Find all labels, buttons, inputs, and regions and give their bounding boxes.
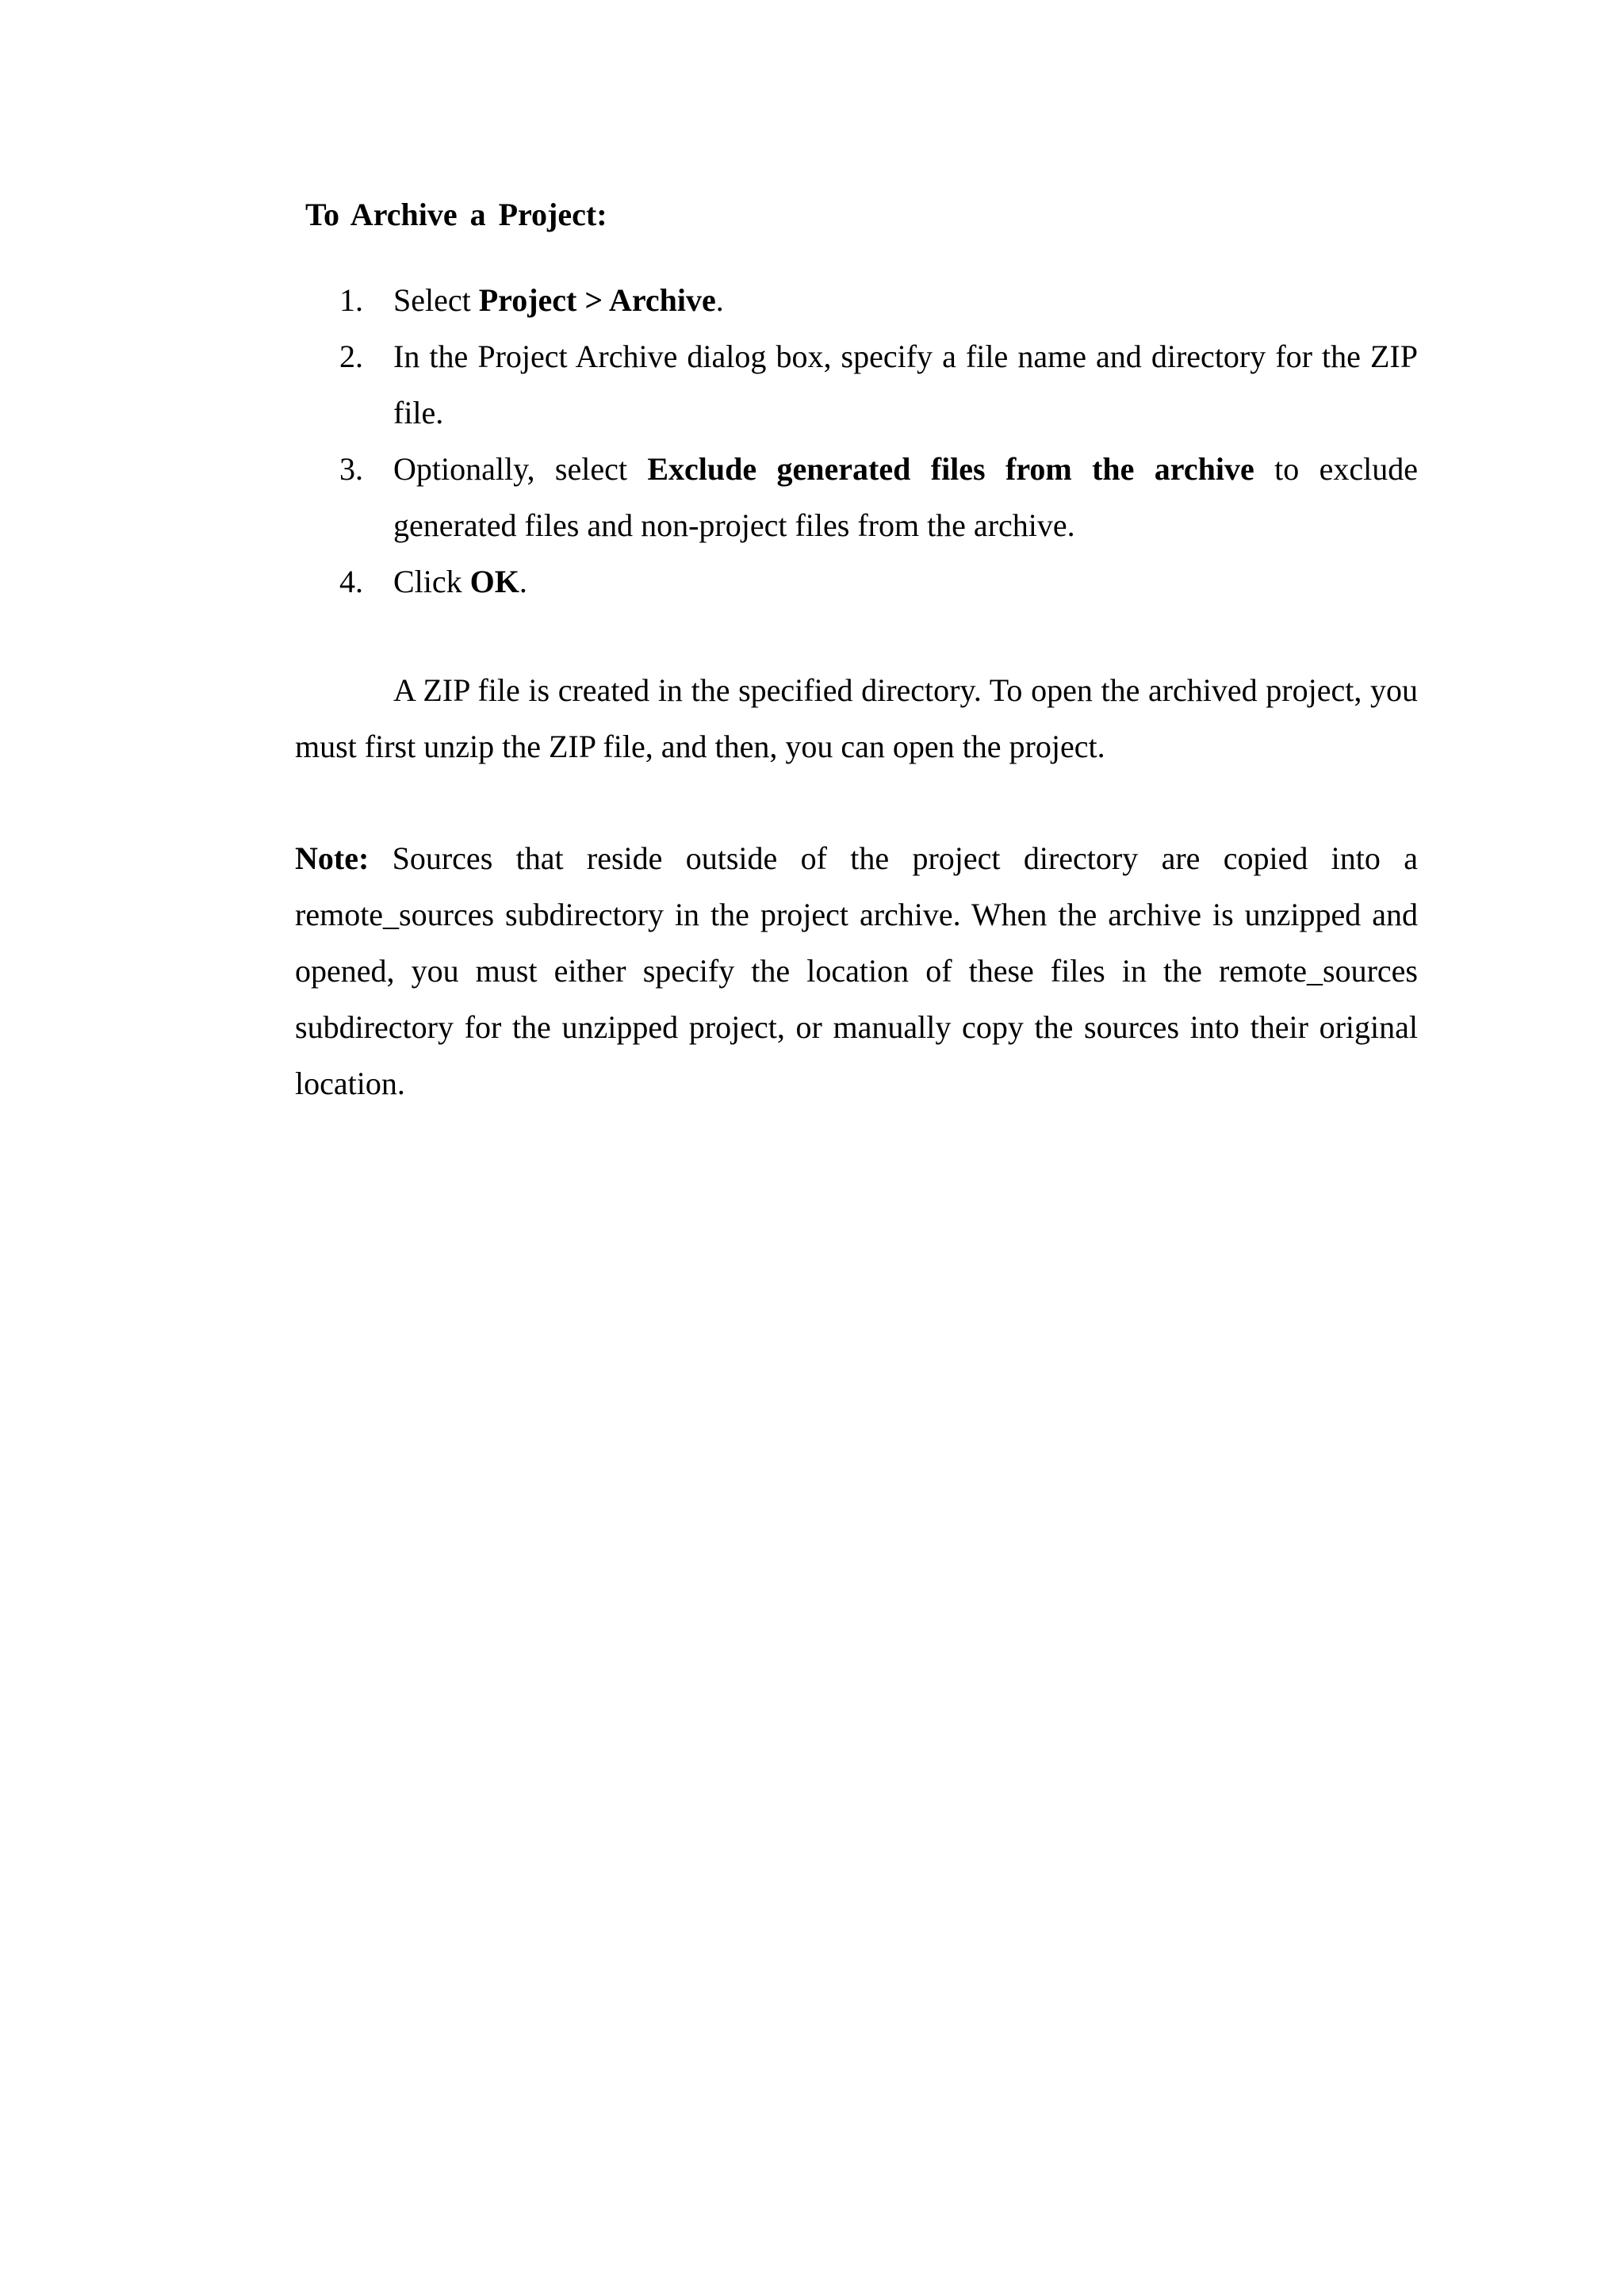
step-item-1 xyxy=(339,272,1418,328)
step-text-prefix: Click xyxy=(393,564,470,599)
step-text-prefix: Optionally, select xyxy=(393,451,648,487)
step-number: 3. xyxy=(339,451,363,487)
step-number: 4. xyxy=(339,564,363,599)
step-text-suffix: to exclude generated files and non-project files from the archive. xyxy=(393,451,1418,543)
result-paragraph: A ZIP file is created in the specified directory. To open the archived project, you must first unzip the ZIP file, and then, you can open the project. xyxy=(295,672,1418,764)
note-paragraph xyxy=(295,830,1418,1112)
step-number: 2. xyxy=(339,339,363,374)
step-bold-term: Exclude generated files from the archive xyxy=(647,451,1254,487)
step-text: In the Project Archive dialog box, specify a file name and directory for the ZIP file. xyxy=(393,339,1418,430)
step-text xyxy=(393,441,1418,553)
step-bold-term: OK xyxy=(469,564,519,599)
step-text-suffix: . xyxy=(715,282,724,318)
steps-list xyxy=(339,272,1418,610)
note-text: Sources that reside outside of the project directory are copied into a remote_sources subdirectory in the project archive. When the archive is unzipped and opened, you must either specify the location of these files in the remote_sources subdirectory for the unzipped project, or manually copy the sources into their original location. xyxy=(295,840,1418,1101)
step-text xyxy=(393,272,1418,328)
step-bold-term: Project > Archive xyxy=(478,282,716,318)
step-item-4 xyxy=(339,553,1418,610)
step-item-2 xyxy=(339,328,1418,441)
step-text-suffix: . xyxy=(519,564,527,599)
note-label: Note: xyxy=(295,840,370,876)
step-text xyxy=(393,553,1418,610)
section-heading: To Archive a Project: xyxy=(305,197,607,232)
step-item-3 xyxy=(339,441,1418,553)
step-text-prefix: Select xyxy=(393,282,479,318)
step-number: 1. xyxy=(339,282,363,318)
